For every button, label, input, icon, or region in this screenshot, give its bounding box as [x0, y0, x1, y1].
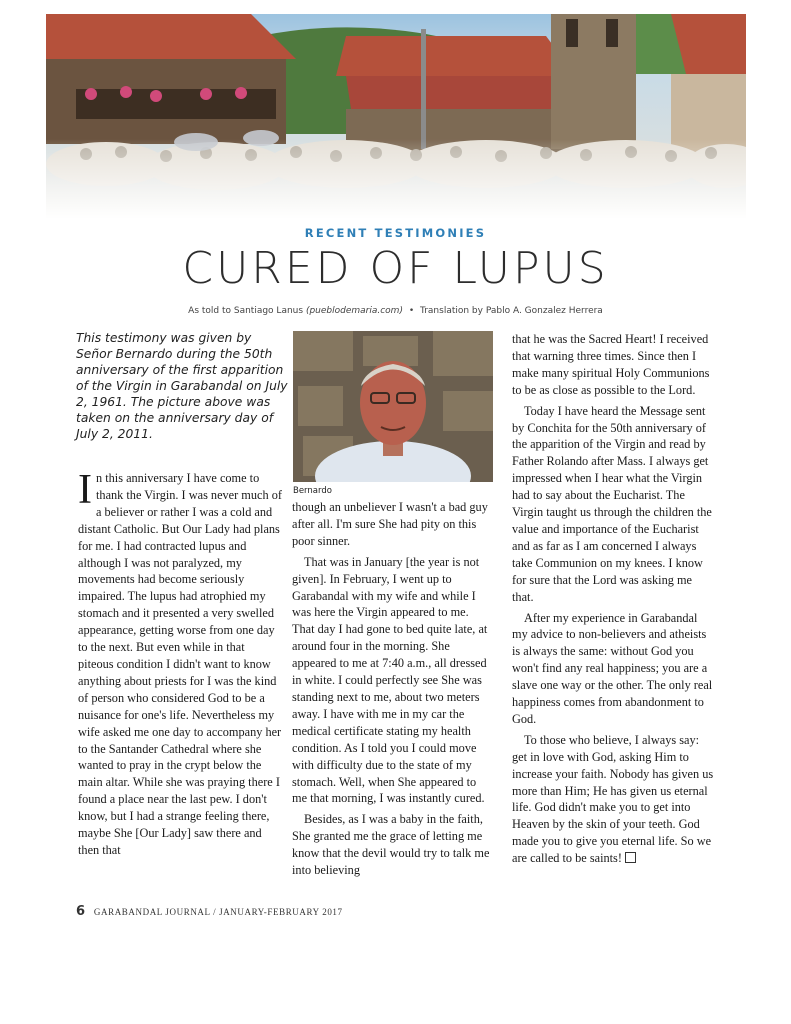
hero-photo [46, 14, 746, 219]
paragraph: though an unbeliever I wasn't a bad guy after all. I'm sure She had pity on this poor sinner. [292, 500, 488, 548]
byline-site: (pueblodemaria.com) [305, 306, 403, 316]
section-kicker: RECENT TESTIMONIES [304, 226, 487, 240]
page-footer [76, 904, 343, 919]
page-number: 6 [76, 904, 86, 919]
drop-cap: I [78, 467, 92, 513]
man-portrait-illustration [293, 331, 493, 482]
paragraph: Besides, as I was a baby in the faith, She granted me the grace of letting me know that the devil would try to talk me into believing [292, 812, 490, 878]
paragraph: That was in January [the year is not given]. In February, I went up to Garabandal with my wife and while I was here the Virgin appeared to me. That day I had gone to bed quite late, at around four in the morning. She appeared to me at 7:40 a.m., all dressed in white. I could perfectly see She was standing next to me, about two meters away. I have with me in my car the medical certificate stating my health condition. As I told you I could move with difficulty due to the state of my stomach. Well, when She appeared to me that morning, I was instantly cured. [292, 554, 488, 806]
byline-author: As told to Santiago Lanus [188, 306, 304, 316]
paragraph-text: n this anniversary I have come to thank the Virgin. I was never much of a believer or rather I was a cold and distant Catholic. But Our Lady had plans for me. I had contracted lupus and although I was not paralyzed, my movements had become seriously impaired. The lupus had atrophied my stomach and it presented a very swelled appearance, getting worse from one day to the next. But even while in that piteous condition I didn't want to know anything about priests for I was the kind of person who considered God to be a nuisance for one's life. Nevertheless my wife asked me one day to accompany her to the Santander Cathedral where she wanted to pray in the crypt below the main altar. While she was praying there I found a place near the last pew. I don't know, but I had a strange feeling there, maybe She [Our Lady] saw there and then that [78, 471, 282, 857]
portrait-photo [293, 331, 493, 482]
publication-info: GARABANDAL JOURNAL / JANUARY-FEBRUARY 2017 [93, 907, 343, 917]
paragraph [78, 467, 282, 859]
paragraph-text: To those who believe, I always say: get in love with God, asking Him to increase your faith. Nobody has given us more than Him; He has given us eternal life. God didn't make you to get into Heaven by the skin of your teeth. God made you to give you eternal life. So we are called to be saints! [512, 732, 714, 866]
intro-text: This testimony was given by Señor Bernardo during the 50th anniversary of the first apparition of the Virgin in Garabandal on July 2, 1961. The picture above was taken on the anniversary day of July 2, 2011. [76, 331, 288, 441]
hero-fade [46, 139, 746, 219]
byline-separator: • [408, 306, 415, 316]
byline-translation: Translation by Pablo A. Gonzalez Herrera [420, 306, 603, 316]
article-title: CURED OF LUPUS [182, 243, 609, 294]
paragraph: that he was the Sacred Heart! I received that warning three times. Since then I make many spiritual Holy Communions to be as close as possible to the Lord. [512, 332, 710, 397]
column-2 [292, 499, 492, 883]
photo-caption: Bernardo [293, 486, 332, 496]
end-mark-icon [625, 852, 636, 863]
paragraph: After my experience in Garabandal my advice to non-believers and atheists is always the same: without God you won't find any real happiness; you are a slave one way or the other. The only real happiness comes from abandonment to God. [512, 610, 713, 726]
column-3 [512, 331, 714, 871]
byline [0, 306, 791, 316]
column-1 [78, 467, 282, 863]
paragraph: Today I have heard the Message sent by Conchita for the 50th anniversary of the apparition of the Virgin and read by Father Rolando after Mass. I always get impressed when I hear what the Virgin had to say about the Eucharist. The Virgin taught us through the children the value and importance of the Eucharist and as far as I am concerned I always take Communion on my knees. I know for sure that the Lord was asking me that. [512, 403, 712, 604]
paragraph [512, 732, 714, 867]
